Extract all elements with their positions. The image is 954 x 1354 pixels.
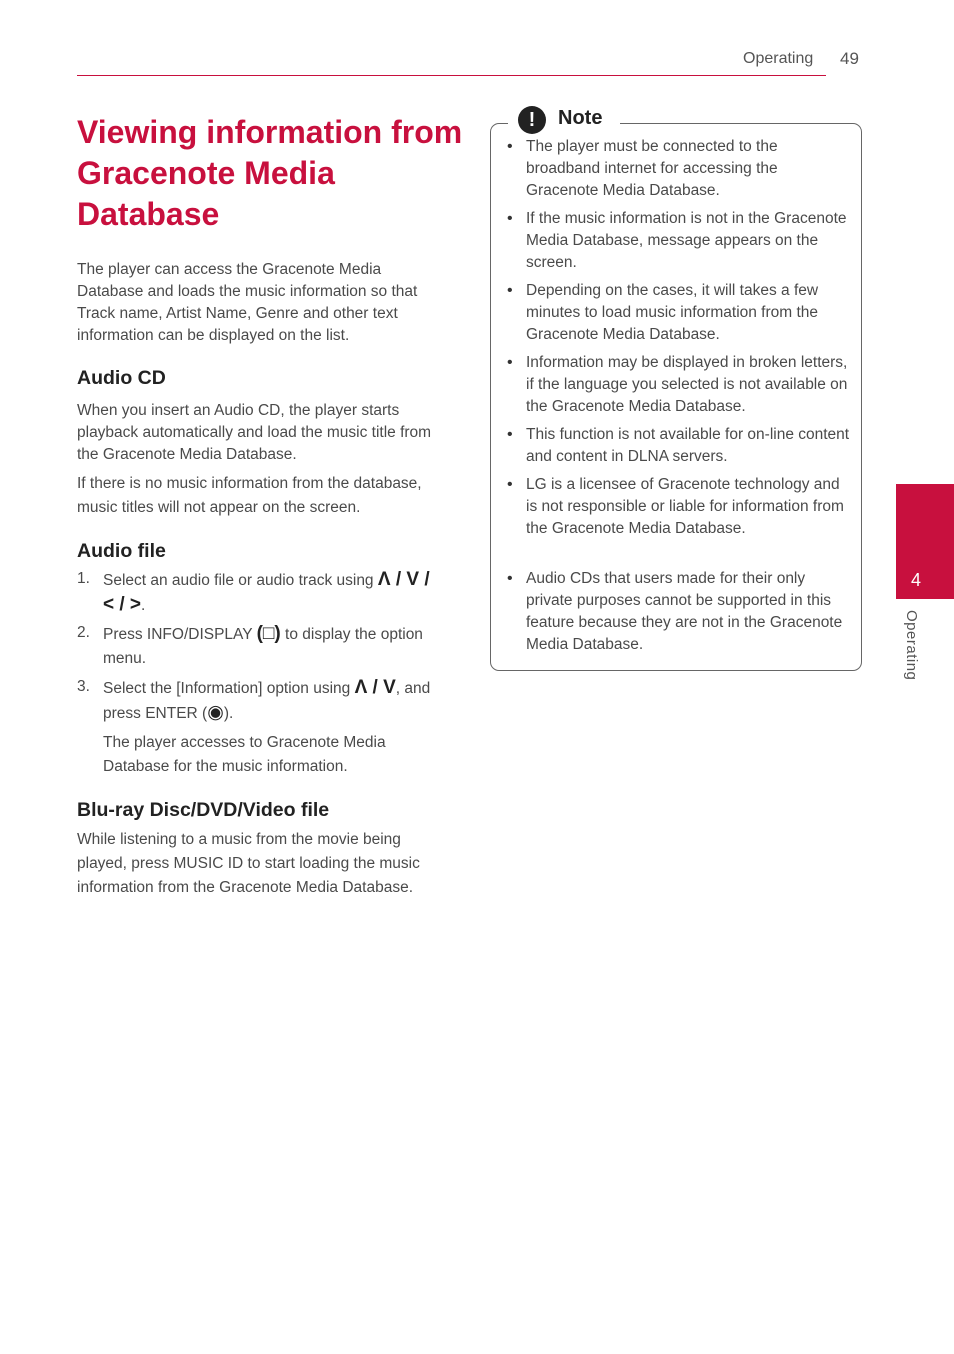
audio-file-heading: Audio file [77, 540, 166, 562]
chapter-label: Operating [903, 610, 920, 681]
note-item-7: Audio CDs that users made for their only private purposes cannot be supported in this feature because they are not in the Gracenote Media Database. [526, 570, 843, 653]
note-item-4: Information may be displayed in broken letters, if the language you selected is not available on the Gracenote Media Database. [526, 354, 848, 415]
step-2-text-after: to display the option menu. [103, 626, 423, 667]
audio-cd-heading: Audio CD [77, 367, 166, 389]
enter-button-icon: ◉ [207, 702, 224, 723]
step-3-number: 3. [77, 678, 90, 695]
step-1-text-before: Select an audio file or audio track using [103, 572, 378, 589]
info-display-icon: (□) [256, 623, 281, 644]
note-item-5: This function is not available for on-line content and content in DLNA servers. [526, 426, 850, 465]
bluray-heading: Blu-ray Disc/DVD/Video file [77, 799, 330, 821]
note-item-6: LG is a licensee of Gracenote technology and is not responsible or liable for information from the Gracenote Media Database. [526, 476, 844, 537]
note-title: Note [558, 107, 603, 129]
bullet-icon: • [507, 426, 513, 443]
step-3-text-after: ). [223, 705, 234, 722]
bluray-paragraph: While listening to a music from the movie being played, press MUSIC ID to start loading the music information from the Gracenote Media Database. [77, 831, 420, 896]
bullet-icon: • [507, 476, 513, 493]
header-section-name: Operating [743, 50, 814, 67]
step-1-text-after: . [141, 597, 146, 614]
note-item-2: If the music information is not in the Gracenote Media Database, message appears on the screen. [526, 210, 847, 271]
audio-cd-paragraph-2: If there is no music information from the database, music titles will not appear on the screen. [77, 475, 422, 516]
step-2-text [103, 622, 453, 671]
page-title: Viewing information from Gracenote Media Database [77, 114, 463, 232]
note-item-3: Depending on the cases, it will takes a few minutes to load music information from the Gracenote Media Database. [526, 282, 819, 343]
bullet-icon: • [507, 138, 513, 155]
note-item-1: The player must be connected to the broadband internet for accessing the Gracenote Media Database. [526, 138, 778, 199]
audio-cd-paragraph-1: When you insert an Audio CD, the player starts playback automatically and load the music title from the Gracenote Media Database. [77, 402, 432, 463]
step-1-text [103, 568, 453, 618]
chapter-tab [896, 484, 954, 599]
step-3-text-before: Select the [Information] option using [103, 680, 355, 697]
exclamation-icon: ! [518, 106, 546, 134]
bullet-icon: • [507, 570, 513, 587]
left-right-arrow-icon: < / > [103, 594, 142, 615]
bullet-icon: • [507, 210, 513, 227]
page-number: 49 [840, 49, 859, 68]
up-down-arrow-icon: Λ / V / [377, 569, 430, 590]
up-down-arrow-icon: Λ / V [354, 677, 396, 698]
bullet-icon: • [507, 282, 513, 299]
step-3-text-mid: , and press ENTER ( [103, 680, 431, 722]
step-1-number: 1. [77, 570, 90, 587]
chapter-number: 4 [911, 570, 922, 590]
intro-paragraph: The player can access the Gracenote Media Database and loads the music information so that Track name, Artist Name, Genre and other text information can be displayed on the list. [77, 261, 418, 344]
step-3-result: The player accesses to Gracenote Media Database for the music information. [103, 734, 386, 775]
step-2-number: 2. [77, 624, 90, 641]
bullet-icon: • [507, 354, 513, 371]
header-divider [77, 75, 826, 76]
step-2-text-before: Press INFO/DISPLAY [103, 626, 257, 643]
step-3-text [103, 676, 453, 726]
